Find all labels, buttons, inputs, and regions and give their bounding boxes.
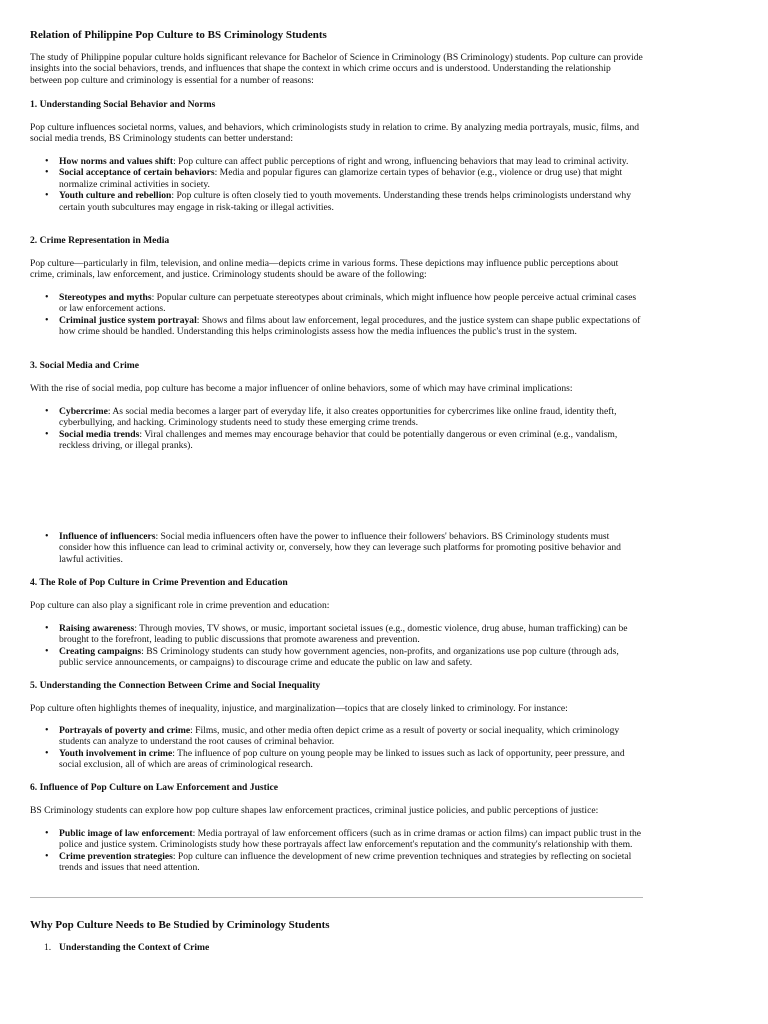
section-heading-4: 4. The Role of Pop Culture in Crime Prevention and Education: [30, 577, 288, 588]
section-heading-2: 2. Crime Representation in Media: [30, 235, 170, 246]
bullet-list-3: [30, 406, 644, 452]
section-heading-3: 3. Social Media and Crime: [30, 360, 139, 371]
section-text-5: Pop culture often highlights themes of inequality, injustice, and marginalization—topics that are closely linked to criminology. For instance:: [30, 703, 568, 714]
section-heading-5: 5. Understanding the Connection Between Crime and Social Inequality: [30, 680, 321, 691]
section-text-2: Pop culture—particularly in film, television, and online media—depicts crime in various forms. These depictions may influence public perceptions about crime, criminals, law enforcement, and justice. Criminology students should be aware of the following:: [30, 258, 619, 281]
list-item: • Youth culture and rebellion: Pop culture is often closely tied to youth movements. Understanding these trends helps criminologists understand why certain youth subcultures may engage in risk-taking or illegal activities.: [30, 190, 644, 213]
list-item: • Creating campaigns: BS Criminology students can study how government agencies, non-profits, and organizations use pop culture (through ads, public service announcements, or campaigns) to discourage crime and educate the public on law and safety.: [30, 646, 644, 669]
section-text-1: Pop culture influences societal norms, values, and behaviors, which criminologists study in relation to crime. By analyzing media portrayals, music, films, and social media trends, BS Criminology students can better understand:: [30, 122, 640, 145]
page-title: Relation of Philippine Pop Culture to BS Criminology Students: [30, 29, 327, 41]
section-text-3: With the rise of social media, pop culture has become a major influencer of online behaviors, some of which may have criminal implications:: [30, 383, 573, 394]
list-item: • How norms and values shift: Pop culture can affect public perceptions of right and wrong, influencing behaviors that may lead to criminal activity.: [30, 156, 644, 167]
numbered-list: [30, 942, 644, 953]
list-item: • Cybercrime: As social media becomes a larger part of everyday life, it also creates opportunities for cybercrimes like online fraud, identity theft, cyberbullying, and hacking. Criminology students need to study these emerging crime trends.: [30, 406, 644, 429]
section-text-4: Pop culture can also play a significant role in crime prevention and education:: [30, 600, 330, 611]
list-item: 1. Understanding the Context of Crime: [44, 942, 210, 953]
bullet-list-4: [30, 623, 644, 669]
bullet-list-2: [30, 292, 644, 338]
horizontal-divider: [30, 897, 643, 898]
list-item: • Influence of influencers: Social media influencers often have the power to influence their followers' behaviors. BS Criminology students must consider how this influence can lead to criminal activity or, conversely, how they can leverage such platforms for promoting positive behavior and lawful activities.: [30, 531, 644, 565]
list-item: • Youth involvement in crime: The influence of pop culture on young people may be linked to issues such as lack of opportunity, peer pressure, and social exclusion, all of which are areas of criminological research.: [30, 748, 644, 771]
list-item: • Public image of law enforcement: Media portrayal of law enforcement officers (such as in crime dramas or action films) can impact public trust in the police and justice system. Criminologists study how these portrayals affect law enforcement's reputation and the community's relationship with them.: [30, 828, 644, 851]
list-item: • Portrayals of poverty and crime: Films, music, and other media often depict crime as a result of poverty or social inequality, which criminology students can analyze to understand the root causes of criminal behavior.: [30, 725, 644, 748]
bullet-list-6: [30, 828, 644, 874]
bullet-list-5: [30, 725, 644, 771]
bullet-list-3b: [30, 531, 644, 565]
list-item: • Raising awareness: Through movies, TV shows, or music, important societal issues (e.g., domestic violence, drug abuse, human trafficking) can be brought to the forefront, leading to public discussions that promote awareness and prevention.: [30, 623, 644, 646]
list-item: • Social media trends: Viral challenges and memes may encourage behavior that could be potentially dangerous or even criminal (e.g., vandalism, reckless driving, or illegal pranks).: [30, 429, 644, 452]
section-heading-6: 6. Influence of Pop Culture on Law Enforcement and Justice: [30, 782, 279, 793]
list-item: • Social acceptance of certain behaviors: Media and popular figures can glamorize certain types of behavior (e.g., violence or drug use) that might normalize criminal activities in society.: [30, 167, 644, 190]
section-heading-1: 1. Understanding Social Behavior and Norms: [30, 99, 216, 110]
list-item: • Stereotypes and myths: Popular culture can perpetuate stereotypes about criminals, which might influence how people perceive actual criminal cases or law enforcement actions.: [30, 292, 644, 315]
list-item: • Crime prevention strategies: Pop culture can influence the development of new crime prevention techniques and strategies by reflecting on societal trends and issues that need attention.: [30, 851, 644, 874]
intro-paragraph: The study of Philippine popular culture holds significant relevance for Bachelor of Science in Criminology (BS Criminology) students. Pop culture can provide insights into the social behaviors, trends, and influences that shape the context in which crime occurs and is understood. Understanding the relationship between pop culture and criminology is essential for a number of reasons:: [30, 52, 643, 86]
section-text-6: BS Criminology students can explore how pop culture shapes law enforcement practices, criminal justice policies, and public perceptions of justice:: [30, 805, 599, 816]
section2-title: Why Pop Culture Needs to Be Studied by Criminology Students: [30, 919, 330, 931]
list-item: • Criminal justice system portrayal: Shows and films about law enforcement, legal procedures, and the justice system can shape public expectations of how crime should be handled. Understanding this helps criminologists assess how the media influences the public's trust in the system.: [30, 315, 644, 338]
bullet-list-1: [30, 156, 644, 213]
